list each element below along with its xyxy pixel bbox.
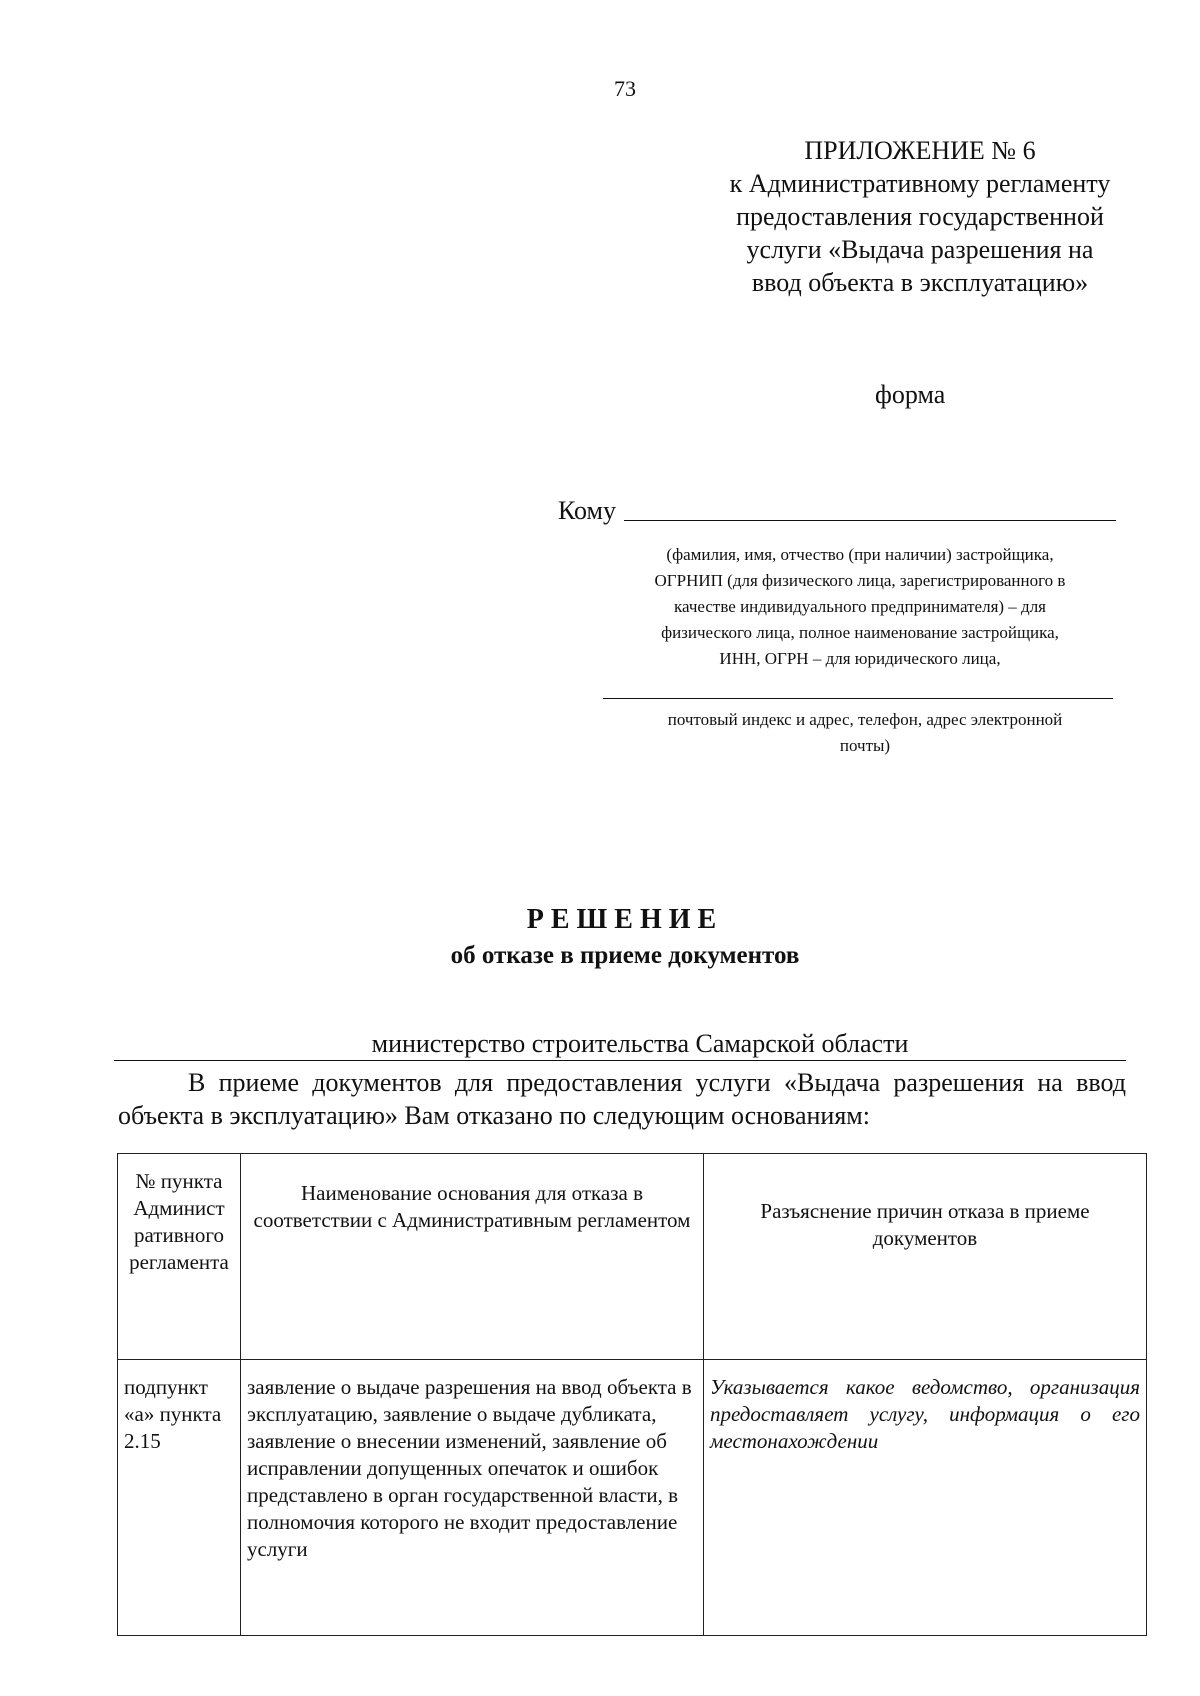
recipient-hint	[600, 542, 1120, 672]
decision-title: РЕШЕНИЕ	[526, 904, 724, 935]
ministry-name: министерство строительства Самарской области	[114, 1028, 1126, 1061]
appendix-line: предоставления государственной	[736, 202, 1104, 231]
cell-reason-name: заявление о выдаче разрешения на ввод объекта в эксплуатацию, заявление о выдаче дубликата, заявление о внесении изменений, заявление об исправлении допущенных опечаток и ошибок представлено в орган государственной власти, в полномочия которого не входит предоставление услуги	[241, 1360, 704, 1636]
table-row	[118, 1360, 1147, 1636]
table-header-row	[118, 1154, 1147, 1360]
recipient-hint-line: ОГРНИП (для физического лица, зарегистрированного в	[654, 571, 1066, 590]
appendix-line: к Административному регламенту	[729, 169, 1111, 198]
recipient-hint-line: ИНН, ОГРН – для юридического лица,	[719, 649, 1001, 668]
header-clause-number: № пункта Админист ративного регламента	[118, 1154, 241, 1360]
appendix-line: ПРИЛОЖЕНИЕ № 6	[804, 136, 1036, 165]
address-hint	[610, 707, 1120, 759]
appendix-line: ввод объекта в эксплуатацию»	[751, 268, 1089, 297]
cell-reason-explanation: Указывается какое ведомство, организация предоставляет услугу, информация о его местонахождении	[704, 1360, 1147, 1636]
recipient-row	[558, 496, 1116, 526]
header-reason-name: Наименование основания для отказа в соответствии с Административным регламентом	[241, 1154, 704, 1360]
recipient-hint-line: качестве индивидуального предпринимателя) – для	[674, 597, 1046, 616]
address-fill-line	[603, 698, 1113, 699]
appendix-header	[690, 134, 1150, 299]
header-reason-explanation: Разъяснение причин отказа в приеме документов	[704, 1154, 1147, 1360]
appendix-line: услуги «Выдача разрешения на	[746, 235, 1094, 264]
recipient-hint-line: (фамилия, имя, отчество (при наличии) застройщика,	[666, 545, 1054, 564]
intro-paragraph: В приеме документов для предоставления услуги «Выдача разрешения на ввод объекта в эксплуатацию» Вам отказано по следующим основаниям:	[118, 1068, 1126, 1130]
address-hint-line: почтовый индекс и адрес, телефон, адрес электронной	[667, 710, 1063, 729]
refusal-reasons-table	[117, 1153, 1147, 1636]
cell-clause-number: подпункт «а» пункта 2.15	[118, 1360, 241, 1636]
address-hint-line: почты)	[839, 736, 891, 755]
recipient-fill-line	[624, 519, 1116, 521]
recipient-hint-line: физического лица, полное наименование застройщика,	[661, 623, 1059, 642]
form-label: форма	[875, 380, 946, 409]
recipient-label: Кому	[558, 496, 617, 525]
decision-subtitle: об отказе в приеме документов	[450, 942, 800, 969]
page-number: 73	[614, 76, 636, 101]
